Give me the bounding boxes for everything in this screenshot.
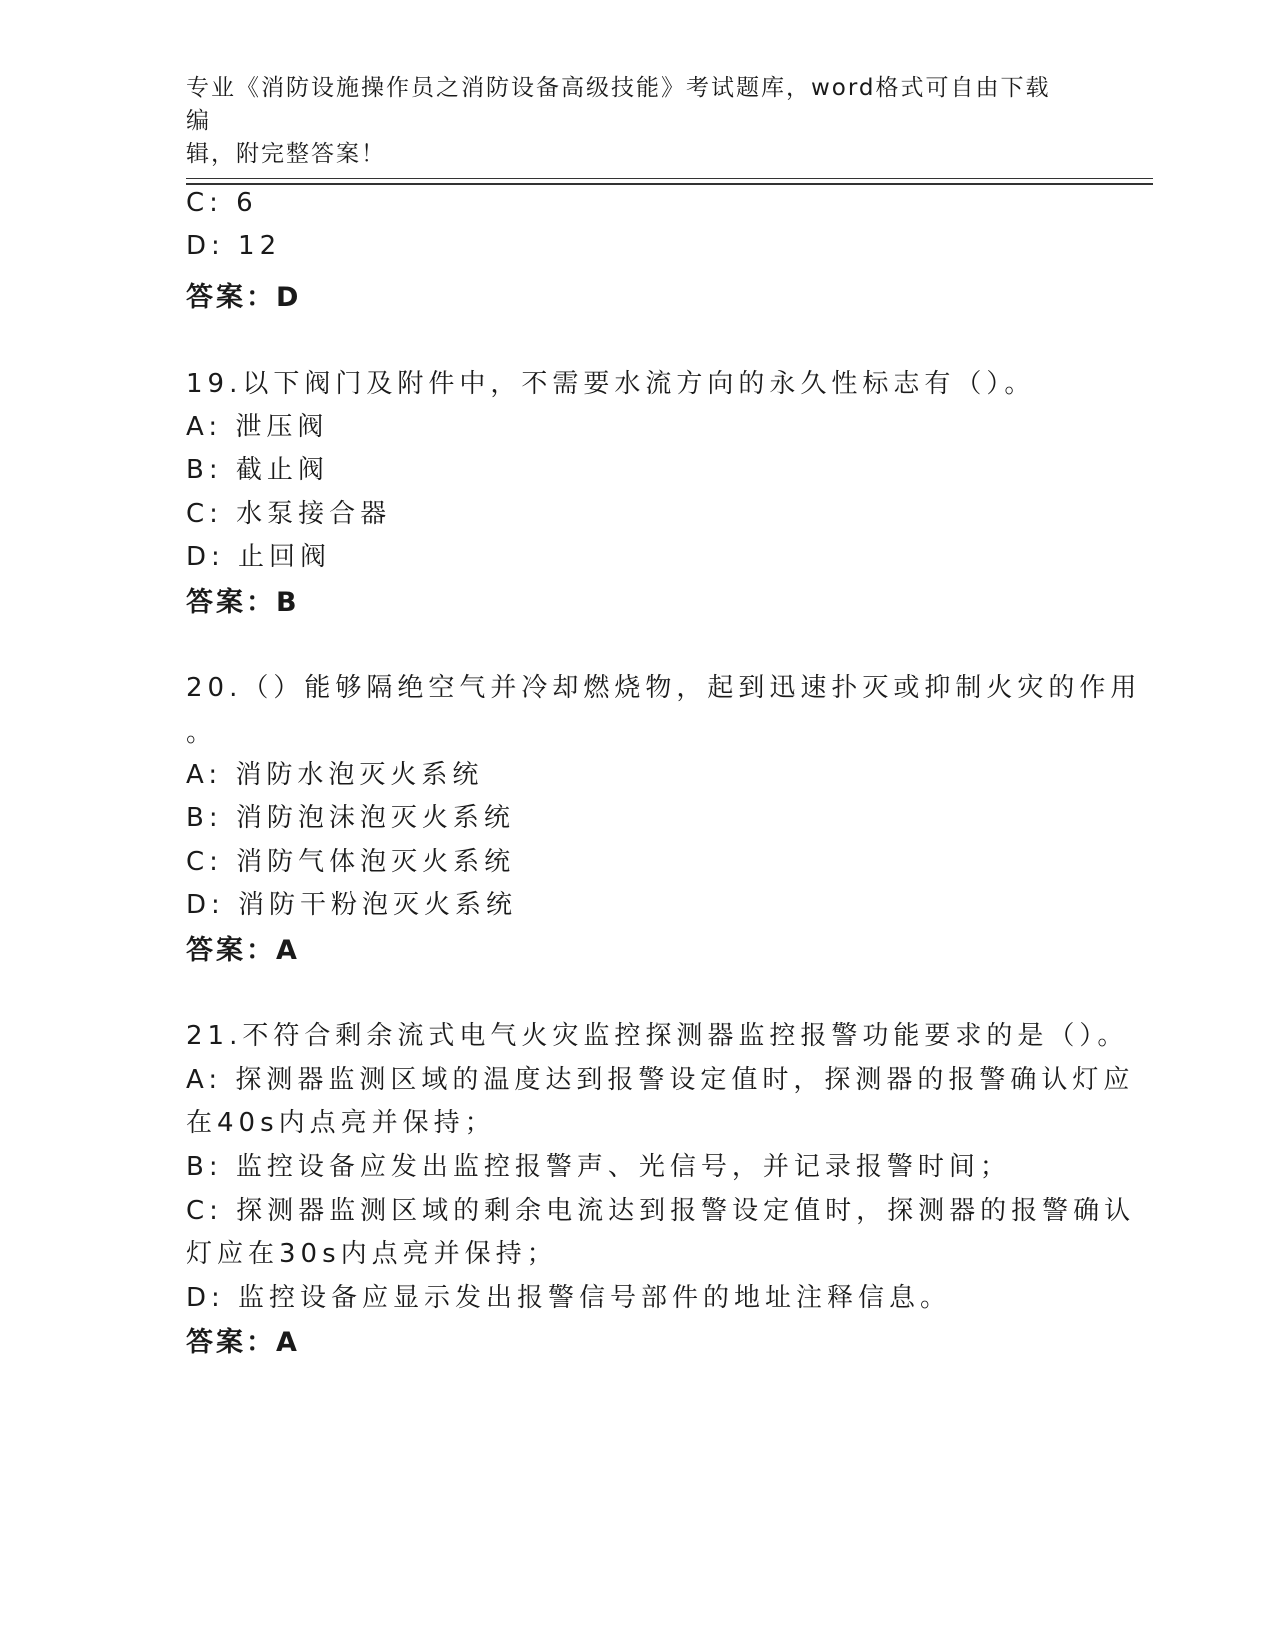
q19-question: 19.以下阀门及附件中，不需要水流方向的永久性标志有（）。 — [186, 369, 1036, 399]
q20-option-a: A: 消防水泡灭火系统 — [186, 760, 484, 790]
q21-option-d: D: 监控设备应显示发出报警信号部件的地址注释信息。 — [186, 1283, 952, 1313]
q20-option-d: D: 消防干粉泡灭火系统 — [186, 890, 518, 920]
header-line-2: 辑，附完整答案！ — [186, 141, 386, 167]
q19-answer: 答案：B — [186, 587, 300, 618]
q21-option-c-line-1: C: 探测器监测区域的剩余电流达到报警设定值时，探测器的报警确认 — [186, 1196, 1136, 1226]
q21-option-b: B: 监控设备应发出监控报警声、光信号，并记录报警时间； — [186, 1152, 1011, 1182]
q18-option-d: D: 12 — [186, 231, 282, 261]
q19-option-a: A: 泄压阀 — [186, 412, 329, 442]
q19-option-b: B: 截止阀 — [186, 455, 329, 485]
header-divider-thin — [186, 178, 1153, 179]
q21-question: 21.不符合剩余流式电气火灾监控探测器监控报警功能要求的是（）。 — [186, 1021, 1129, 1051]
q18-option-c: C: 6 — [186, 188, 258, 218]
document-header — [186, 72, 1066, 171]
q21-option-a-line-2: 在40s内点亮并保持； — [186, 1108, 496, 1138]
q20-option-c: C: 消防气体泡灭火系统 — [186, 847, 516, 877]
q21-option-c-line-2: 灯应在30s内点亮并保持； — [186, 1239, 558, 1269]
q19-option-c: C: 水泵接合器 — [186, 499, 392, 529]
q21-option-a-line-1: A: 探测器监测区域的温度达到报警设定值时，探测器的报警确认灯应 — [186, 1065, 1135, 1095]
q18-answer: 答案：D — [186, 282, 302, 313]
header-divider-thick — [186, 183, 1153, 185]
q20-option-b: B: 消防泡沫泡灭火系统 — [186, 803, 515, 833]
q19-option-d: D: 止回阀 — [186, 542, 332, 572]
q20-question-line-2: 。 — [186, 718, 218, 748]
q20-answer: 答案：A — [186, 935, 300, 966]
header-line-1: 专业《消防设施操作员之消防设备高级技能》考试题库，word格式可自由下载编 — [186, 75, 1051, 134]
q21-answer: 答案：A — [186, 1327, 300, 1358]
q20-question-line-1: 20.（）能够隔绝空气并冷却燃烧物，起到迅速扑灭或抑制火灾的作用 — [186, 673, 1142, 703]
